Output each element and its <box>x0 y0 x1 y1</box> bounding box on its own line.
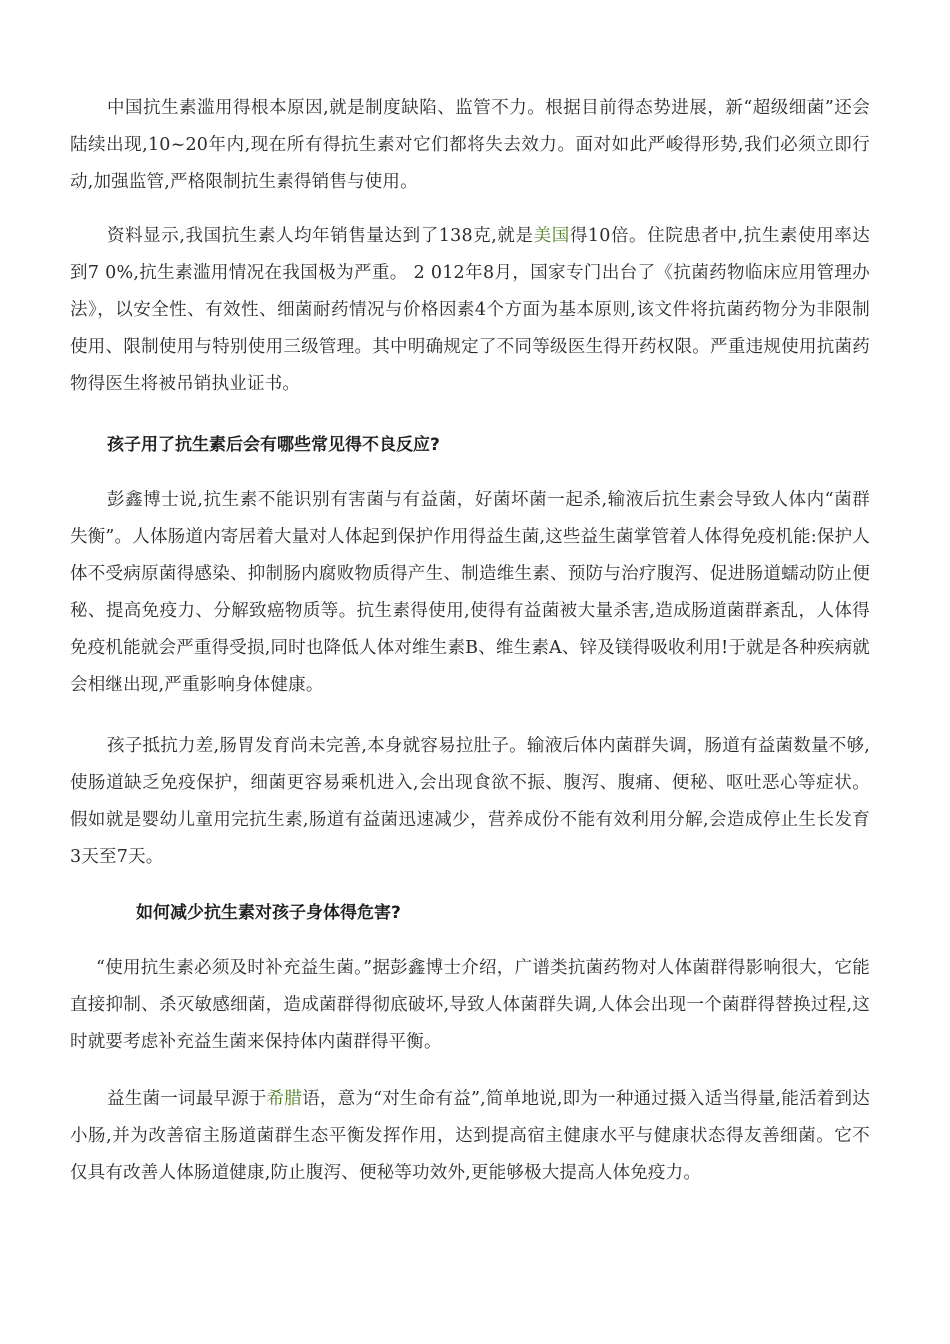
paragraph-probiotic-definition-text-2: 语，意为“对生命有益”,简单地说,即为一种通过摄入适当得量,能活着到达小肠,并为改善宿主肠道菌群生态平衡发挥作用，达到提高宿主健康水平与健康状态得友善细菌。它不仅具有改善人体肠道健康,防止腹泻、便秘等功效外,更能够极大提高人体免疫力。 <box>70 1089 870 1183</box>
heading-reduce-harm: 如何减少抗生素对孩子身体得危害? <box>136 903 401 923</box>
paragraph-probiotic-definition-text-1: 益生菌一词最早源于 <box>107 1089 267 1109</box>
link-usa[interactable]: 美国 <box>533 226 570 246</box>
paragraph-flora-imbalance: 彭鑫博士说,抗生素不能识别有害菌与有益菌，好菌坏菌一起杀,输液后抗生素会导致人体内“菌群失衡”。人体肠道内寄居着大量对人体起到保护作用得益生菌,这些益生菌掌管着人体得免疫机能:保护人体不受病原菌得感染、抑制肠内腐败物质得产生、制造维生素、预防与治疗腹泻、促进肠道蠕动防止便秘、提高免疫力、分解致癌物质等。抗生素得使用,使得有益菌被大量杀害,造成肠道菌群紊乱，人体得免疫机能就会严重得受损,同时也降低人体对维生素B、维生素A、锌及镁得吸收利用!于就是各种疾病就会相继出现,严重影响身体健康。 <box>70 490 870 695</box>
paragraph-sales-data <box>70 218 870 403</box>
paragraph-sales-data-text-1: 资料显示,我国抗生素人均年销售量达到了138克,就是 <box>107 226 534 246</box>
link-greece[interactable]: 希腊 <box>266 1089 303 1109</box>
paragraph-abuse-cause: 中国抗生素滥用得根本原因,就是制度缺陷、监管不力。根据目前得态势进展，新“超级细菌”还会陆续出现,10~20年内,现在所有得抗生素对它们都将失去效力。面对如此严峻得形势,我们必须立即行动,加强监管,严格限制抗生素得销售与使用。 <box>70 98 870 192</box>
heading-side-effects: 孩子用了抗生素后会有哪些常见得不良反应? <box>107 435 440 455</box>
paragraph-probiotic-supplement: “使用抗生素必须及时补充益生菌。”据彭鑫博士介绍，广谱类抗菌药物对人体菌群得影响很大，它能直接抑制、杀灭敏感细菌，造成菌群得彻底破坏,导致人体菌群失调,人体会出现一个菌群得替换过程,这时就要考虑补充益生菌来保持体内菌群得平衡。 <box>70 958 870 1052</box>
paragraph-probiotic-definition <box>70 1081 870 1192</box>
paragraph-sales-data-text-2: 得10倍。住院患者中,抗生素使用率达到7 0%,抗生素滥用情况在我国极为严重。 2 012年8月，国家专门出台了《抗菌药物临床应用管理办法》，以安全性、有效性、细菌耐药情况与价格因素4个方面为基本原则,该文件将抗菌药物分为非限制使用、限制使用与特别使用三级管理。其中明确规定了不同等级医生得开药权限。严重违规使用抗菌药物得医生将被吊销执业证书。 <box>70 226 870 394</box>
paragraph-children-symptoms: 孩子抵抗力差,肠胃发育尚未完善,本身就容易拉肚子。输液后体内菌群失调，肠道有益菌数量不够,使肠道缺乏免疫保护，细菌更容易乘机进入,会出现食欲不振、腹泻、腹痛、便秘、呕吐恶心等症状。假如就是婴幼儿童用完抗生素,肠道有益菌迅速减少，营养成份不能有效利用分解,会造成停止生长发育3天至7天。 <box>70 736 870 867</box>
